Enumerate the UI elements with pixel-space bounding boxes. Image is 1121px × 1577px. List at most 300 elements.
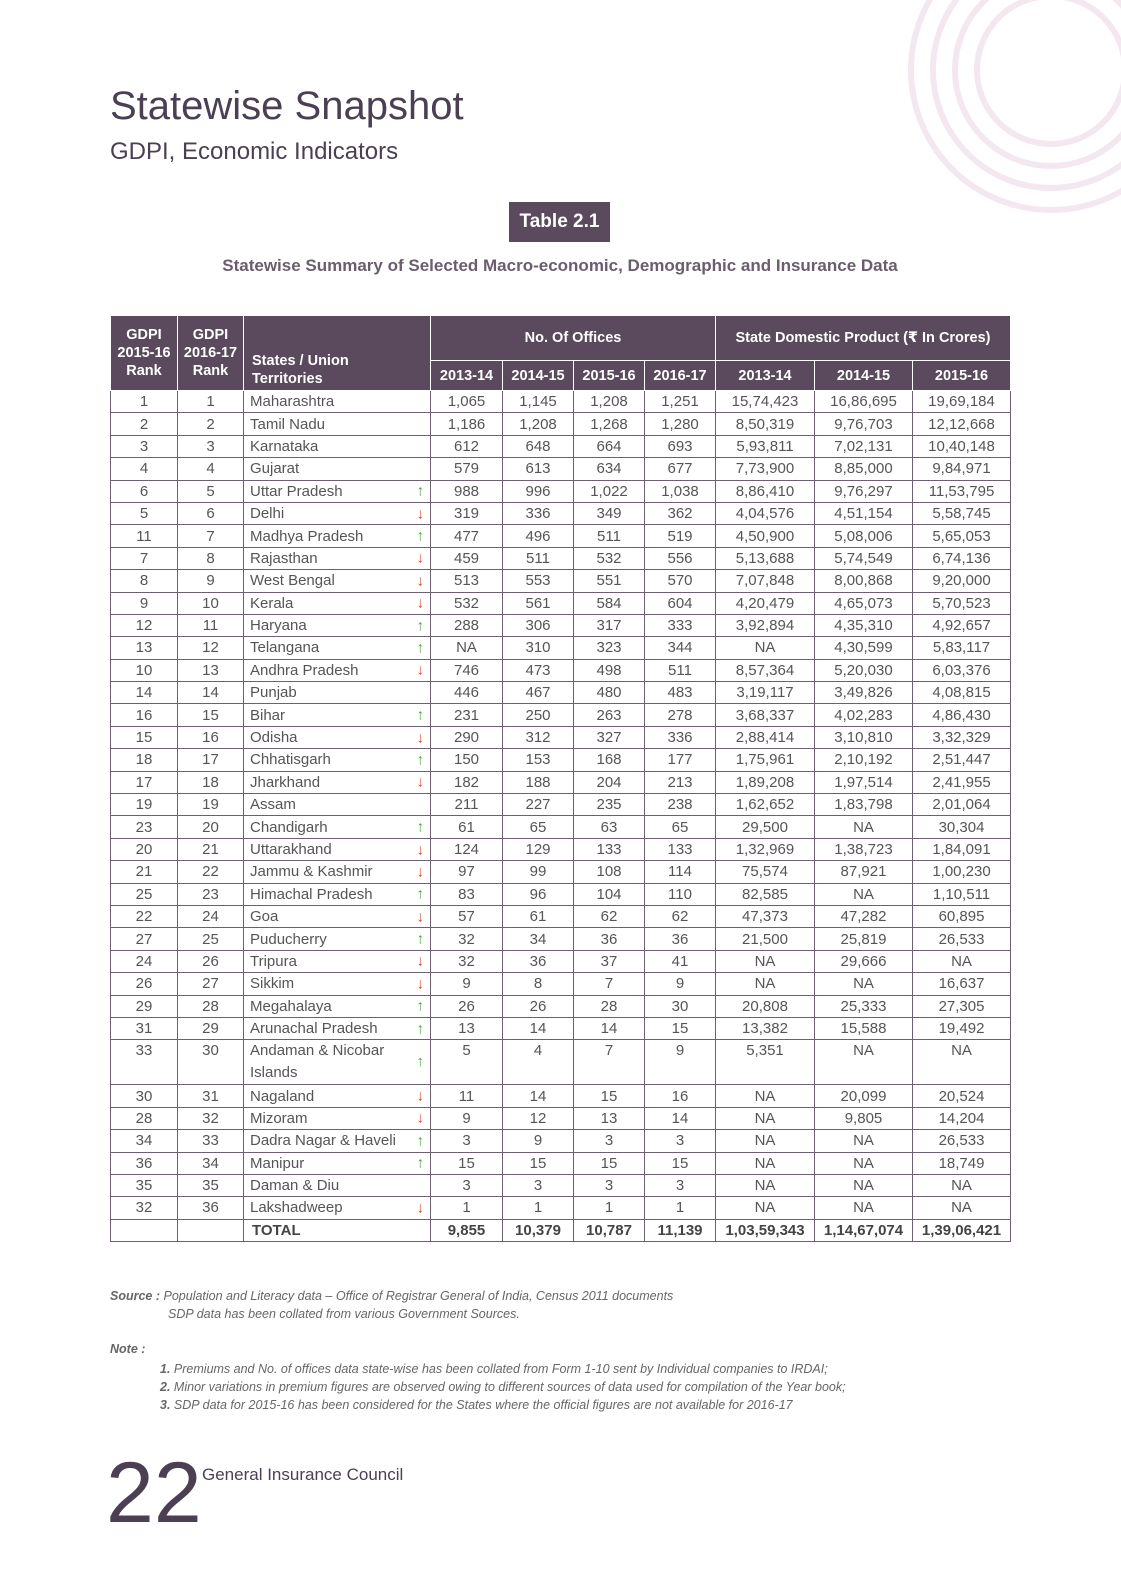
sdp-2014-15-cell: 2,10,192 [815, 749, 913, 771]
sdp-2013-14-cell: 2,88,414 [716, 726, 815, 748]
table-row [111, 1130, 1011, 1152]
note-number: 2. [160, 1380, 171, 1394]
table-row [111, 1017, 1011, 1039]
rank-2016-17-cell: 2 [178, 413, 244, 435]
offices-2015-16-cell: 133 [574, 838, 645, 860]
sdp-2014-15-cell: NA [815, 1197, 913, 1219]
offices-2014-15-cell: 15 [503, 1152, 574, 1174]
total-empty-cell [178, 1219, 244, 1241]
sdp-2013-14-cell: 82,585 [716, 883, 815, 905]
state-name: Megahalaya [250, 997, 332, 1015]
offices-2013-14-cell: 15 [431, 1152, 503, 1174]
offices-2014-15-cell: 1,208 [503, 413, 574, 435]
sdp-2015-16-cell: 20,524 [913, 1085, 1011, 1107]
arrow-down-icon: ↓ [416, 572, 424, 590]
sdp-2014-15-cell: 7,02,131 [815, 435, 913, 457]
state-name-cell [244, 838, 431, 860]
rank-2016-17-cell: 11 [178, 614, 244, 636]
rank-2015-16-cell: 13 [111, 637, 178, 659]
total-row [111, 1219, 1011, 1241]
offices-2014-15-cell: 26 [503, 995, 574, 1017]
source-note [110, 1287, 673, 1323]
arrow-up-icon: ↑ [416, 617, 424, 635]
rank-2016-17-cell: 22 [178, 861, 244, 883]
state-name-cell [244, 1107, 431, 1129]
rank-2015-16-cell: 36 [111, 1152, 178, 1174]
rank-2016-17-cell: 23 [178, 883, 244, 905]
sdp-2014-15-cell: 9,76,297 [815, 480, 913, 502]
rank-2016-17-cell: 9 [178, 570, 244, 592]
sdp-2014-15-cell: NA [815, 1174, 913, 1196]
sdp-2013-14-cell: NA [716, 1197, 815, 1219]
sdp-2013-14-cell: 3,68,337 [716, 704, 815, 726]
header-offices-year: 2013-14 [431, 361, 503, 391]
rank-2016-17-cell: 15 [178, 704, 244, 726]
sdp-2014-15-cell: 4,51,154 [815, 502, 913, 524]
rank-2016-17-cell: 34 [178, 1152, 244, 1174]
note-text: Minor variations in premium figures are observed owing to different sources of data used for compilation of the Year book; [173, 1380, 846, 1394]
rank-2016-17-cell: 19 [178, 794, 244, 816]
sdp-2014-15-cell: 4,02,283 [815, 704, 913, 726]
offices-2015-16-cell: 532 [574, 547, 645, 569]
total-empty-cell [111, 1219, 178, 1241]
offices-2014-15-cell: 250 [503, 704, 574, 726]
offices-2013-14-cell: 150 [431, 749, 503, 771]
header-no-of-offices: No. Of Offices [431, 316, 716, 361]
rank-2015-16-cell: 6 [111, 480, 178, 502]
total-value-cell: 11,139 [645, 1219, 716, 1241]
table-caption: Statewise Summary of Selected Macro-economic, Demographic and Insurance Data [222, 256, 898, 275]
rank-2015-16-cell: 30 [111, 1085, 178, 1107]
sdp-2013-14-cell: 4,04,576 [716, 502, 815, 524]
offices-2013-14-cell: 319 [431, 502, 503, 524]
offices-2016-17-cell: 1 [645, 1197, 716, 1219]
offices-2016-17-cell: 41 [645, 950, 716, 972]
rank-2016-17-cell: 32 [178, 1107, 244, 1129]
offices-2016-17-cell: 9 [645, 973, 716, 995]
table-row [111, 682, 1011, 704]
sdp-2015-16-cell: 27,305 [913, 995, 1011, 1017]
sdp-2015-16-cell: 4,92,657 [913, 614, 1011, 636]
state-name: Puducherry [250, 930, 327, 948]
offices-2015-16-cell: 317 [574, 614, 645, 636]
state-name: Haryana [250, 617, 307, 635]
offices-2014-15-cell: 153 [503, 749, 574, 771]
sdp-2015-16-cell: NA [913, 1197, 1011, 1219]
table-row [111, 726, 1011, 748]
sdp-2013-14-cell: 3,19,117 [716, 682, 815, 704]
offices-2014-15-cell: 496 [503, 525, 574, 547]
total-value-cell: 10,787 [574, 1219, 645, 1241]
state-name: Himachal Pradesh [250, 885, 373, 903]
state-name-cell [244, 1130, 431, 1152]
sdp-2013-14-cell: 13,382 [716, 1017, 815, 1039]
sdp-2013-14-cell: 1,32,969 [716, 838, 815, 860]
page-title: Statewise Snapshot [110, 84, 464, 128]
note-number: 1. [160, 1362, 171, 1376]
sdp-2015-16-cell: NA [913, 1040, 1011, 1085]
offices-2014-15-cell: 3 [503, 1174, 574, 1196]
offices-2015-16-cell: 168 [574, 749, 645, 771]
offices-2013-14-cell: 32 [431, 950, 503, 972]
sdp-2014-15-cell: 87,921 [815, 861, 913, 883]
state-name: Uttar Pradesh [250, 482, 343, 500]
rank-2015-16-cell: 10 [111, 659, 178, 681]
state-name: Arunachal Pradesh [250, 1020, 378, 1038]
table-row [111, 547, 1011, 569]
rank-2016-17-cell: 5 [178, 480, 244, 502]
state-name-cell [244, 592, 431, 614]
offices-2014-15-cell: 1 [503, 1197, 574, 1219]
sdp-2015-16-cell: 6,74,136 [913, 547, 1011, 569]
state-name: Manipur [250, 1154, 305, 1172]
header-state-domestic-product: State Domestic Product (₹ In Crores) [716, 316, 1011, 361]
sdp-2015-16-cell: 3,32,329 [913, 726, 1011, 748]
table-row [111, 749, 1011, 771]
page-subtitle: GDPI, Economic Indicators [110, 138, 399, 165]
arrow-down-icon: ↓ [416, 594, 424, 612]
offices-2013-14-cell: 26 [431, 995, 503, 1017]
sdp-2015-16-cell: 4,08,815 [913, 682, 1011, 704]
arrow-down-icon: ↓ [416, 1109, 424, 1127]
state-name: Goa [250, 908, 279, 926]
table-row [111, 905, 1011, 927]
total-value-cell: 1,03,59,343 [716, 1219, 815, 1241]
state-name: Andaman & Nicobar Islands [250, 1042, 385, 1082]
rank-2015-16-cell: 24 [111, 950, 178, 972]
rank-2015-16-cell: 5 [111, 502, 178, 524]
table-row [111, 435, 1011, 457]
offices-2015-16-cell: 14 [574, 1017, 645, 1039]
offices-2016-17-cell: 344 [645, 637, 716, 659]
offices-2015-16-cell: 37 [574, 950, 645, 972]
sdp-2014-15-cell: NA [815, 816, 913, 838]
offices-2015-16-cell: 1,208 [574, 391, 645, 413]
sdp-2013-14-cell: NA [716, 637, 815, 659]
state-name-cell [244, 525, 431, 547]
sdp-2014-15-cell: 4,35,310 [815, 614, 913, 636]
offices-2016-17-cell: 362 [645, 502, 716, 524]
offices-2015-16-cell: 664 [574, 435, 645, 457]
offices-2016-17-cell: 511 [645, 659, 716, 681]
rank-2016-17-cell: 33 [178, 1130, 244, 1152]
offices-2013-14-cell: 459 [431, 547, 503, 569]
sdp-2015-16-cell: 12,12,668 [913, 413, 1011, 435]
offices-2014-15-cell: 561 [503, 592, 574, 614]
offices-2014-15-cell: 9 [503, 1130, 574, 1152]
state-name: Tamil Nadu [250, 415, 326, 433]
rank-2015-16-cell: 25 [111, 883, 178, 905]
sdp-2013-14-cell: 1,89,208 [716, 771, 815, 793]
offices-2016-17-cell: 278 [645, 704, 716, 726]
offices-2016-17-cell: 62 [645, 905, 716, 927]
sdp-2013-14-cell: NA [716, 1085, 815, 1107]
state-name-cell [244, 816, 431, 838]
sdp-2013-14-cell: 5,93,811 [716, 435, 815, 457]
table-row [111, 637, 1011, 659]
sdp-2015-16-cell: 1,10,511 [913, 883, 1011, 905]
arrow-down-icon: ↓ [416, 729, 424, 747]
rank-2015-16-cell: 16 [111, 704, 178, 726]
offices-2014-15-cell: 8 [503, 973, 574, 995]
offices-2014-15-cell: 648 [503, 435, 574, 457]
rank-2016-17-cell: 13 [178, 659, 244, 681]
arrow-down-icon: ↓ [416, 841, 424, 858]
rank-2015-16-cell: 4 [111, 458, 178, 480]
state-name: Lakshadweep [250, 1199, 343, 1217]
offices-2016-17-cell: 213 [645, 771, 716, 793]
table-number-badge: Table 2.1 [509, 202, 610, 242]
sdp-2015-16-cell: 18,749 [913, 1152, 1011, 1174]
state-name-cell [244, 614, 431, 636]
sdp-2015-16-cell: 4,86,430 [913, 704, 1011, 726]
table-row [111, 1107, 1011, 1129]
rank-2015-16-cell: 7 [111, 547, 178, 569]
state-name: Jharkhand [250, 773, 321, 791]
rank-2015-16-cell: 28 [111, 1107, 178, 1129]
arrow-up-icon: ↑ [416, 706, 424, 724]
offices-2013-14-cell: 746 [431, 659, 503, 681]
rank-2016-17-cell: 26 [178, 950, 244, 972]
sdp-2015-16-cell: 5,58,745 [913, 502, 1011, 524]
offices-2016-17-cell: 693 [645, 435, 716, 457]
offices-2015-16-cell: 263 [574, 704, 645, 726]
offices-2013-14-cell: 97 [431, 861, 503, 883]
state-name-cell [244, 973, 431, 995]
sdp-2013-14-cell: 7,07,848 [716, 570, 815, 592]
rank-2015-16-cell: 23 [111, 816, 178, 838]
state-name-cell [244, 861, 431, 883]
offices-2013-14-cell: 1,065 [431, 391, 503, 413]
offices-2015-16-cell: 634 [574, 458, 645, 480]
offices-2016-17-cell: 14 [645, 1107, 716, 1129]
table-row [111, 1174, 1011, 1196]
state-name-cell [244, 458, 431, 480]
rank-2016-17-cell: 30 [178, 1040, 244, 1085]
offices-2016-17-cell: 519 [645, 525, 716, 547]
state-name: Chhatisgarh [250, 751, 331, 769]
offices-2016-17-cell: 15 [645, 1017, 716, 1039]
rank-2016-17-cell: 35 [178, 1174, 244, 1196]
sdp-2015-16-cell: 10,40,148 [913, 435, 1011, 457]
arrow-up-icon: ↑ [416, 930, 424, 948]
offices-2013-14-cell: 3 [431, 1174, 503, 1196]
offices-2013-14-cell: 9 [431, 1107, 503, 1129]
offices-2015-16-cell: 511 [574, 525, 645, 547]
sdp-2013-14-cell: 8,86,410 [716, 480, 815, 502]
sdp-2013-14-cell: 21,500 [716, 928, 815, 950]
sdp-2015-16-cell: 5,65,053 [913, 525, 1011, 547]
offices-2013-14-cell: 612 [431, 435, 503, 457]
offices-2016-17-cell: 570 [645, 570, 716, 592]
offices-2014-15-cell: 511 [503, 547, 574, 569]
offices-2013-14-cell: 32 [431, 928, 503, 950]
table-row [111, 1197, 1011, 1219]
offices-2015-16-cell: 108 [574, 861, 645, 883]
sdp-2013-14-cell: 1,62,652 [716, 794, 815, 816]
state-name: West Bengal [250, 572, 335, 590]
offices-2015-16-cell: 3 [574, 1130, 645, 1152]
sdp-2015-16-cell: 16,637 [913, 973, 1011, 995]
arrow-up-icon: ↑ [416, 885, 424, 903]
rank-2015-16-cell: 9 [111, 592, 178, 614]
sdp-2015-16-cell: 19,492 [913, 1017, 1011, 1039]
arrow-down-icon: ↓ [416, 661, 424, 679]
sdp-2013-14-cell: 5,13,688 [716, 547, 815, 569]
offices-2013-14-cell: 13 [431, 1017, 503, 1039]
state-name-cell [244, 391, 431, 413]
sdp-2013-14-cell: 5,351 [716, 1040, 815, 1085]
offices-2016-17-cell: 483 [645, 682, 716, 704]
state-name-cell [244, 1017, 431, 1039]
sdp-2014-15-cell: 1,83,798 [815, 794, 913, 816]
offices-2014-15-cell: 65 [503, 816, 574, 838]
rank-2016-17-cell: 8 [178, 547, 244, 569]
rank-2015-16-cell: 34 [111, 1130, 178, 1152]
offices-2015-16-cell: 480 [574, 682, 645, 704]
rank-2015-16-cell: 31 [111, 1017, 178, 1039]
page-number: 22 [106, 1445, 202, 1541]
sdp-2013-14-cell: NA [716, 1107, 815, 1129]
sdp-2015-16-cell: 11,53,795 [913, 480, 1011, 502]
state-name-cell [244, 995, 431, 1017]
offices-2016-17-cell: 177 [645, 749, 716, 771]
sdp-2014-15-cell: NA [815, 1130, 913, 1152]
offices-2014-15-cell: 96 [503, 883, 574, 905]
sdp-2015-16-cell: 9,84,971 [913, 458, 1011, 480]
offices-2014-15-cell: 14 [503, 1017, 574, 1039]
note-label: Note : [110, 1342, 146, 1356]
arrow-up-icon: ↑ [416, 997, 424, 1015]
offices-2015-16-cell: 327 [574, 726, 645, 748]
offices-2013-14-cell: 5 [431, 1040, 503, 1085]
total-value-cell: 9,855 [431, 1219, 503, 1241]
rank-2016-17-cell: 7 [178, 525, 244, 547]
sdp-2014-15-cell: 5,74,549 [815, 547, 913, 569]
state-name-cell [244, 928, 431, 950]
arrow-up-icon: ↑ [416, 751, 424, 769]
header-offices-year: 2015-16 [574, 361, 645, 391]
offices-2016-17-cell: 336 [645, 726, 716, 748]
arrow-up-icon: ↑ [416, 527, 424, 545]
offices-2016-17-cell: 604 [645, 592, 716, 614]
header-sdp-year: 2015-16 [913, 361, 1011, 391]
note-text: Premiums and No. of offices data state-wise has been collated from Form 1-10 sent by Individual companies to IRDAI; [173, 1362, 828, 1376]
sdp-2013-14-cell: 8,57,364 [716, 659, 815, 681]
table-row [111, 704, 1011, 726]
table-row [111, 995, 1011, 1017]
state-name: Madhya Pradesh [250, 527, 364, 545]
rank-2016-17-cell: 4 [178, 458, 244, 480]
offices-2016-17-cell: 1,251 [645, 391, 716, 413]
offices-2014-15-cell: 14 [503, 1085, 574, 1107]
sdp-2014-15-cell: 1,38,723 [815, 838, 913, 860]
state-name: Uttarakhand [250, 841, 332, 858]
state-name: Odisha [250, 729, 298, 747]
arrow-down-icon: ↓ [416, 505, 424, 523]
state-name: Chandigarh [250, 818, 328, 836]
offices-2015-16-cell: 15 [574, 1152, 645, 1174]
sdp-2014-15-cell: NA [815, 973, 913, 995]
sdp-2015-16-cell: 2,01,064 [913, 794, 1011, 816]
state-name-cell [244, 883, 431, 905]
offices-2016-17-cell: 15 [645, 1152, 716, 1174]
offices-2013-14-cell: 211 [431, 794, 503, 816]
sdp-2015-16-cell: 26,533 [913, 928, 1011, 950]
sdp-2015-16-cell: 1,00,230 [913, 861, 1011, 883]
arrow-down-icon: ↓ [416, 863, 424, 881]
state-name: Kerala [250, 594, 294, 612]
offices-2016-17-cell: 1,038 [645, 480, 716, 502]
note-number: 3. [160, 1398, 171, 1412]
offices-2015-16-cell: 7 [574, 1040, 645, 1085]
sdp-2015-16-cell: 9,20,000 [913, 570, 1011, 592]
rank-2016-17-cell: 25 [178, 928, 244, 950]
state-name: Dadra Nagar & Haveli [250, 1132, 396, 1150]
offices-2016-17-cell: 30 [645, 995, 716, 1017]
offices-2013-14-cell: 513 [431, 570, 503, 592]
rank-2016-17-cell: 18 [178, 771, 244, 793]
offices-2014-15-cell: 312 [503, 726, 574, 748]
sdp-2014-15-cell: NA [815, 883, 913, 905]
rank-2016-17-cell: 12 [178, 637, 244, 659]
sdp-2015-16-cell: 14,204 [913, 1107, 1011, 1129]
state-name-cell [244, 547, 431, 569]
rank-2015-16-cell: 29 [111, 995, 178, 1017]
header-offices-year: 2014-15 [503, 361, 574, 391]
header-offices-year: 2016-17 [645, 361, 716, 391]
offices-2013-14-cell: 231 [431, 704, 503, 726]
table-row [111, 950, 1011, 972]
rank-2015-16-cell: 33 [111, 1040, 178, 1085]
arrow-up-icon: ↑ [416, 1154, 424, 1172]
offices-2014-15-cell: 473 [503, 659, 574, 681]
offices-2014-15-cell: 467 [503, 682, 574, 704]
offices-2014-15-cell: 1,145 [503, 391, 574, 413]
offices-2013-14-cell: 3 [431, 1130, 503, 1152]
state-name-cell [244, 435, 431, 457]
sdp-2014-15-cell: 25,333 [815, 995, 913, 1017]
state-name: Rajasthan [250, 549, 318, 567]
rank-2016-17-cell: 17 [178, 749, 244, 771]
sdp-2013-14-cell: NA [716, 950, 815, 972]
offices-2014-15-cell: 553 [503, 570, 574, 592]
offices-2014-15-cell: 4 [503, 1040, 574, 1085]
state-name-cell [244, 726, 431, 748]
offices-2013-14-cell: 9 [431, 973, 503, 995]
sdp-2015-16-cell: 5,83,117 [913, 637, 1011, 659]
table-row [111, 973, 1011, 995]
offices-2013-14-cell: 290 [431, 726, 503, 748]
sdp-2013-14-cell: NA [716, 1130, 815, 1152]
offices-2016-17-cell: 65 [645, 816, 716, 838]
header-states: States / Union Territories [244, 316, 431, 391]
sdp-2014-15-cell: 25,819 [815, 928, 913, 950]
offices-2016-17-cell: 556 [645, 547, 716, 569]
offices-2015-16-cell: 1 [574, 1197, 645, 1219]
offices-2015-16-cell: 63 [574, 816, 645, 838]
arrow-down-icon: ↓ [416, 1087, 424, 1105]
state-name-cell [244, 1040, 431, 1085]
header-sdp-year: 2014-15 [815, 361, 913, 391]
offices-2016-17-cell: 110 [645, 883, 716, 905]
rank-2016-17-cell: 24 [178, 905, 244, 927]
sdp-2015-16-cell: 2,51,447 [913, 749, 1011, 771]
offices-2014-15-cell: 129 [503, 838, 574, 860]
sdp-2014-15-cell: 3,49,826 [815, 682, 913, 704]
offices-2013-14-cell: 988 [431, 480, 503, 502]
rank-2015-16-cell: 27 [111, 928, 178, 950]
